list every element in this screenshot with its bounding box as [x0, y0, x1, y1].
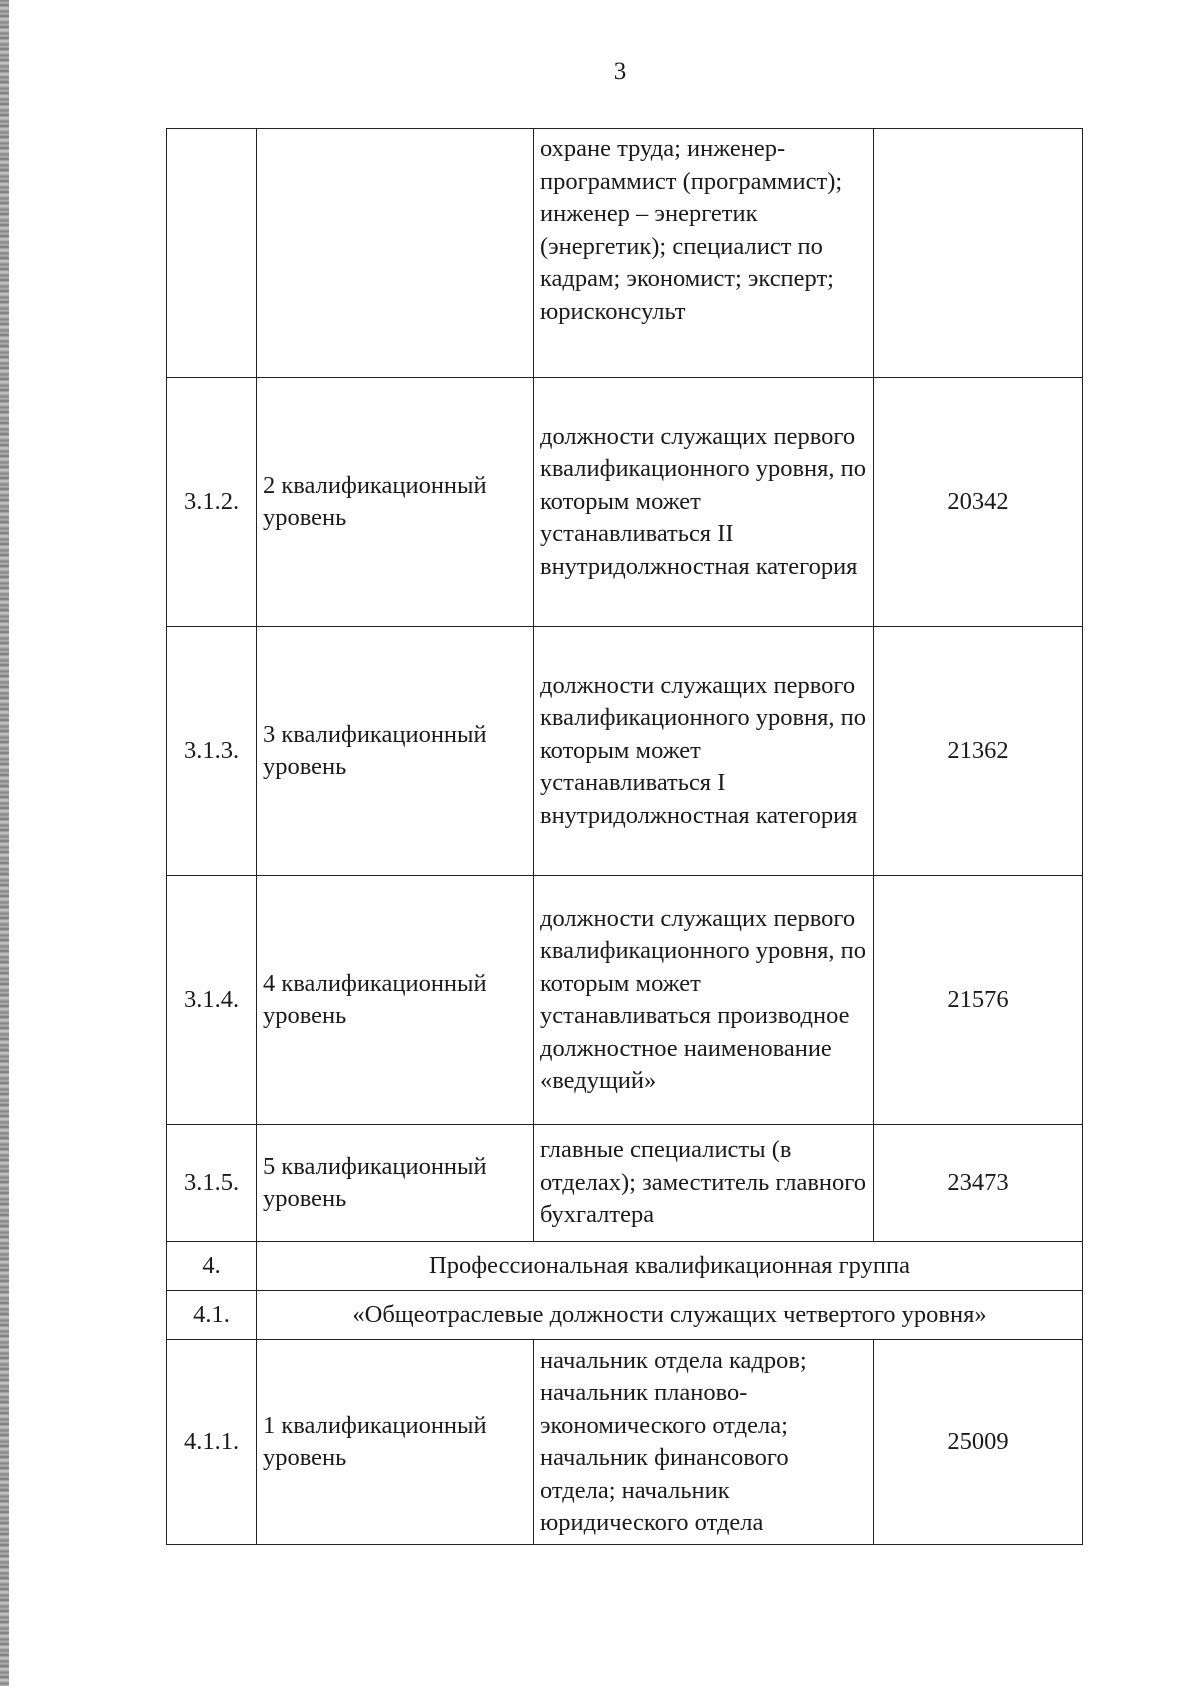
positions-cell: охране труда; инженер-программист (программист); инженер – энергетик (энергетик); специалист по кадрам; экономист; эксперт; юрисконсульт: [534, 129, 874, 378]
qualification-level: 2 квалификационный уровень: [257, 378, 534, 627]
qualification-level: [257, 129, 534, 378]
table-row: [167, 129, 1083, 378]
qualification-level: 1 квалификационный уровень: [257, 1340, 534, 1545]
row-number: [167, 129, 257, 378]
positions-cell: начальник отдела кадров; начальник планово-экономического отдела; начальник финансового отдела; начальник юридического отдела: [534, 1340, 874, 1545]
qualification-level: 5 квалификационный уровень: [257, 1125, 534, 1242]
row-number: 3.1.5.: [167, 1125, 257, 1242]
page-number: 3: [613, 58, 627, 85]
subgroup-number: 4.1.: [167, 1291, 257, 1340]
table-row: [167, 876, 1083, 1125]
positions-cell: должности служащих первого квалификационного уровня, по которым может устанавливаться I внутридолжностная категория: [534, 627, 874, 876]
positions-cell: должности служащих первого квалификационного уровня, по которым может устанавливаться II внутридолжностная категория: [534, 378, 874, 627]
positions-cell: главные специалисты (в отделах); заместитель главного бухгалтера: [534, 1125, 874, 1242]
group-header-row: [167, 1242, 1083, 1291]
salary-cell: 21576: [874, 876, 1083, 1125]
qualification-level: 4 квалификационный уровень: [257, 876, 534, 1125]
row-number: 4.1.1.: [167, 1340, 257, 1545]
salary-cell: 21362: [874, 627, 1083, 876]
qualification-level: 3 квалификационный уровень: [257, 627, 534, 876]
positions-cell: должности служащих первого квалификационного уровня, по которым может устанавливаться производное должностное наименование «ведущий»: [534, 876, 874, 1125]
row-number: 3.1.3.: [167, 627, 257, 876]
salary-cell: 23473: [874, 1125, 1083, 1242]
table-row: [167, 1125, 1083, 1242]
table-row: [167, 627, 1083, 876]
table-row: [167, 378, 1083, 627]
subgroup-header-row: [167, 1291, 1083, 1340]
salary-cell: 25009: [874, 1340, 1083, 1545]
salary-table: [166, 128, 1083, 1545]
row-number: 3.1.2.: [167, 378, 257, 627]
group-number: 4.: [167, 1242, 257, 1291]
salary-cell: [874, 129, 1083, 378]
salary-cell: 20342: [874, 378, 1083, 627]
table-row: [167, 1340, 1083, 1545]
group-title: Профессиональная квалификационная группа: [257, 1242, 1083, 1291]
row-number: 3.1.4.: [167, 876, 257, 1125]
scan-edge: [0, 0, 9, 1686]
subgroup-title: «Общеотраслевые должности служащих четвертого уровня»: [257, 1291, 1083, 1340]
